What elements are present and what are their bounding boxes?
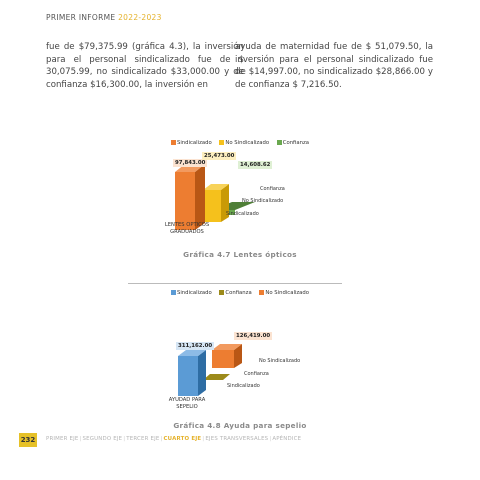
- bar-no-sindicalizado-front: [212, 350, 234, 368]
- text-column-right: ayuda de maternidad fue de $ 51,079.50, la inversión para el personal sindicalizado fue de $14,997.00, no sindicalizado $28,866.00 y de confianza $ 7,216.50.: [235, 42, 433, 90]
- nav-link-apendice[interactable]: APÉNDICE: [272, 436, 302, 442]
- nav-separator: |: [160, 436, 163, 442]
- chart1-legend-item: Confianza: [277, 140, 309, 146]
- section-divider: [128, 283, 342, 284]
- chart2-legend-item: No Sindicalizado: [259, 290, 309, 296]
- chart2-legend-item: Sindicalizado: [171, 290, 212, 296]
- chart-ayuda-sepelio: [130, 286, 350, 436]
- text-column-left: fue de $79,375.99 (gráfica 4.3), la inversión para el personal sindicalizado fue de $ 30,075.99, no sindicalizado $33,000.00 y de confianza $16,300.00, la inversión en: [46, 42, 244, 90]
- nav-separator: |: [123, 436, 126, 442]
- bar-sindicalizado-side: [198, 350, 206, 396]
- chart1-depth-label: Confianza: [260, 186, 285, 192]
- bar-no-sindicalizado-front: [203, 190, 221, 222]
- chart1-data-label-no-sindicalizado: 25,473.00: [204, 153, 235, 159]
- chart1-legend-item: Sindicalizado: [171, 140, 212, 146]
- nav-separator: |: [79, 436, 82, 442]
- nav-link-ejes-transversales[interactable]: EJES TRANSVERSALES: [205, 436, 269, 442]
- chart2-depth-label: No Sindicalizado: [259, 358, 301, 364]
- chart1-data-label-confianza: 14,608.62: [240, 162, 271, 168]
- chart2-depth-label: Sindicalizado: [227, 383, 260, 389]
- chart1-data-label-sindicalizado: 97,843.00: [175, 160, 206, 166]
- chart2-caption: Gráfica 4.8 Ayuda para sepelio: [173, 421, 307, 430]
- bar-confianza-flat: [203, 374, 230, 380]
- chart1-caption: Gráfica 4.7 Lentes ópticos: [183, 250, 297, 259]
- chart2-svg: [130, 286, 350, 436]
- chart1-category-label: LENTES OPTICOS GRADUADOS: [164, 222, 210, 235]
- header-title: PRIMER INFORME: [46, 13, 116, 22]
- chart2-data-label-no-sindicalizado: 126,419.00: [236, 333, 271, 339]
- nav-link-primer-eje[interactable]: PRIMER EJE: [46, 436, 79, 442]
- chart-lentes-opticos: [130, 140, 350, 248]
- bar-sindicalizado-side: [195, 164, 205, 230]
- chart2-legend-item: Confianza: [219, 290, 251, 296]
- page-header: [46, 13, 162, 22]
- chart2-data-label-sindicalizado: 311,162.00: [178, 343, 213, 349]
- chart2-depth-label: Confianza: [244, 371, 269, 377]
- chart1-depth-label: Sindicalizado: [226, 211, 259, 217]
- header-years: 2022-2023: [118, 13, 162, 22]
- footer-nav: [46, 436, 301, 442]
- nav-separator: |: [202, 436, 205, 442]
- chart1-legend-item: No Sindicalizado: [219, 140, 269, 146]
- nav-link-cuarto-eje[interactable]: CUARTO EJE: [163, 436, 202, 442]
- nav-separator: |: [269, 436, 272, 442]
- nav-link-segundo-eje[interactable]: SEGUNDO EJE: [82, 436, 123, 442]
- nav-link-tercer-eje[interactable]: TERCER EJE: [126, 436, 160, 442]
- bar-sindicalizado-front: [178, 356, 198, 396]
- page-number: 232: [19, 433, 37, 447]
- chart1-depth-label: No Sindicalizado: [242, 198, 284, 204]
- chart2-category-label: AYUDAD PARA SEPELIO: [168, 397, 206, 410]
